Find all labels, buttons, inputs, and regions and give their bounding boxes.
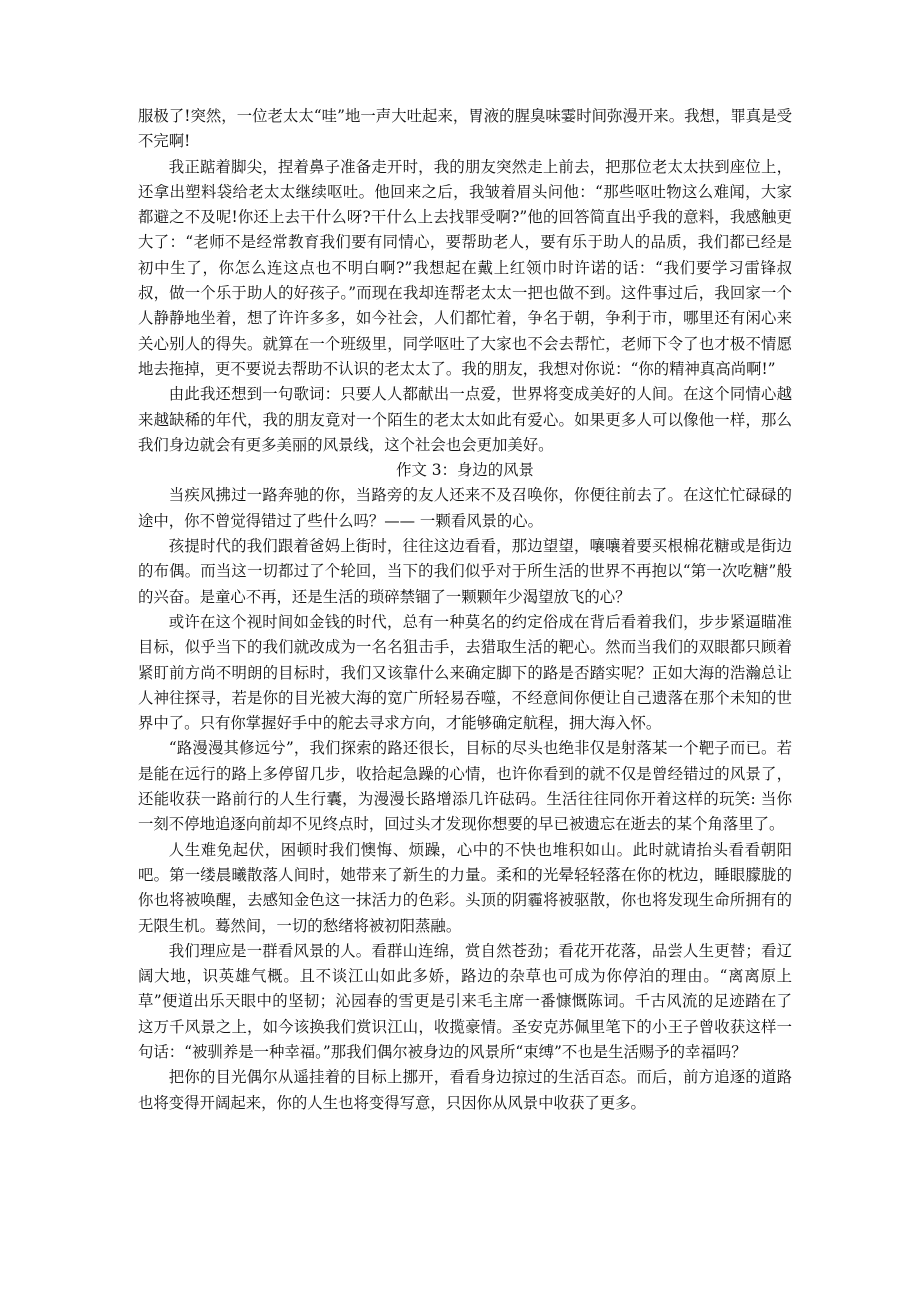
essay2-paragraph-2: 我正踮着脚尖，捏着鼻子准备走开时，我的朋友突然走上前去，把那位老太太扶到座位上，还拿出塑料袋给老太太继续呕吐。他回来之后，我皱着眉头问他：“那些呕吐物这么难闻，大家都避之不及呢!你还上去干什么呀?干什么上去找罪受啊?”他的回答简直出乎我的意料，我感触更大了：“老师不是经常教育我们要有同情心，要帮助老人，要有乐于助人的品质，我们都已经是初中生了，你怎么连这点也不明白啊?”我想起在戴上红领巾时许诺的话：“我们要学习雷锋叔叔，做一个乐于助人的好孩子。”而现在我却连帮老太太一把也做不到。这件事过后，我回家一个人静静地坐着，想了许许多多，如今社会，人们都忙着，争名于朝，争利于市，哪里还有闲心来关心别人的得失。就算在一个班级里，同学呕吐了大家也不会去帮忙，老师下令了也才极不情愿地去拖掉，更不要说去帮助不认识的老太太了。我的朋友，我想对你说：“你的精神真高尚啊!” [138,157,792,378]
essay3-paragraph-7: 把你的目光偶尔从遥挂着的目标上挪开，看看身边掠过的生活百态。而后，前方追逐的道路也将变得开阔起来，你的人生也将变得写意，只因你从风景中收获了更多。 [138,1068,792,1112]
essay3-paragraph-5: 人生难免起伏，困顿时我们懊悔、烦躁，心中的不快也堆积如山。此时就请抬头看看朝阳吧。第一缕晨曦散落人间时，她带来了新生的力量。柔和的光晕轻轻落在你的枕边，睡眼朦胧的你也将被唤醒，去感知金色这一抹活力的色彩。头顶的阴霾将被驱散，你也将发现生命所拥有的无限生机。蓦然间，一切的愁绪将被初阳蒸融。 [138,840,792,935]
essay3-paragraph-2: 孩提时代的我们跟着爸妈上街时，往往这边看看，那边望望，嚷嚷着要买根棉花糖或是街边的布偶。而当这一切都过了个轮回，当下的我们似乎对于所生活的世界不再抱以“第一次吃糖”般的兴奋。是童心不再，还是生活的琐碎禁锢了一颗颗年少渴望放飞的心？ [138,537,792,606]
essay2-paragraph-3: 由此我还想到一句歌词：只要人人都献出一点爱，世界将变成美好的人间。在这个同情心越来越缺稀的年代，我的朋友竟对一个陌生的老太太如此有爱心。如果更多人可以像他一样，那么我们身边就会有更多美丽的风景线，这个社会也会更加美好。 [138,385,792,454]
essay3-paragraph-6: 我们理应是一群看风景的人。看群山连绵，赏自然苍劲；看花开花落，品尝人生更替；看辽阔大地，识英雄气概。且不谈江山如此多娇，路边的杂草也可成为你停泊的理由。“离离原上草”便道出乐天眼中的坚韧；沁园春的雪更是引来毛主席一番慷慨陈词。千古风流的足迹踏在了这万千风景之上，如今该换我们赏识江山，收揽豪情。圣安克苏佩里笔下的小王子曾收获这样一句话：“被驯养是一种幸福。”那我们偶尔被身边的风景所“束缚”不也是生活赐予的幸福吗？ [138,941,792,1061]
essay3-paragraph-1: 当疾风拂过一路奔驰的你，当路旁的友人还来不及召唤你，你便往前去了。在这忙忙碌碌的途中，你不曾觉得错过了些什么吗？—— 一颗看风景的心。 [138,486,792,530]
essay3-paragraph-4: “路漫漫其修远兮”，我们探索的路还很长，目标的尽头也绝非仅是射落某一个靶子而已。若是能在远行的路上多停留几步，收拾起急躁的心情，也许你看到的就不仅是曾经错过的风景了，还能收获一路前行的人生行囊，为漫漫长路增添几许砝码。生活往往同你开着这样的玩笑: 当你一刻不停地追逐向前却不见终点时，回过头才发现你想要的早已被遗忘在逝去的某个角落里了。 [138,739,792,834]
essay3-paragraph-3: 或许在这个视时间如金钱的时代，总有一种莫名的约定俗成在背后看着我们，步步紧逼瞄准目标，似乎当下的我们就改成为一名名狙击手，去猎取生活的靶心。然而当我们的双眼都只顾着紧盯前方尚不明朗的目标时，我们又该靠什么来确定脚下的路是否踏实呢？正如大海的浩瀚总让人神往探寻，若是你的目光被大海的宽广所轻易吞噬，不经意间你便让自己遗落在那个未知的世界中了。只有你掌握好手中的舵去寻求方向，才能够确定航程，拥大海入怀。 [138,612,792,733]
essay2-paragraph-1: 服极了!突然，一位老太太“哇”地一声大吐起来，胃液的腥臭味霎时间弥漫开来。我想，罪真是受不完啊! [138,107,792,151]
document-page [138,104,792,1116]
essay3-title: 作文 3：身边的风景 [396,461,534,480]
